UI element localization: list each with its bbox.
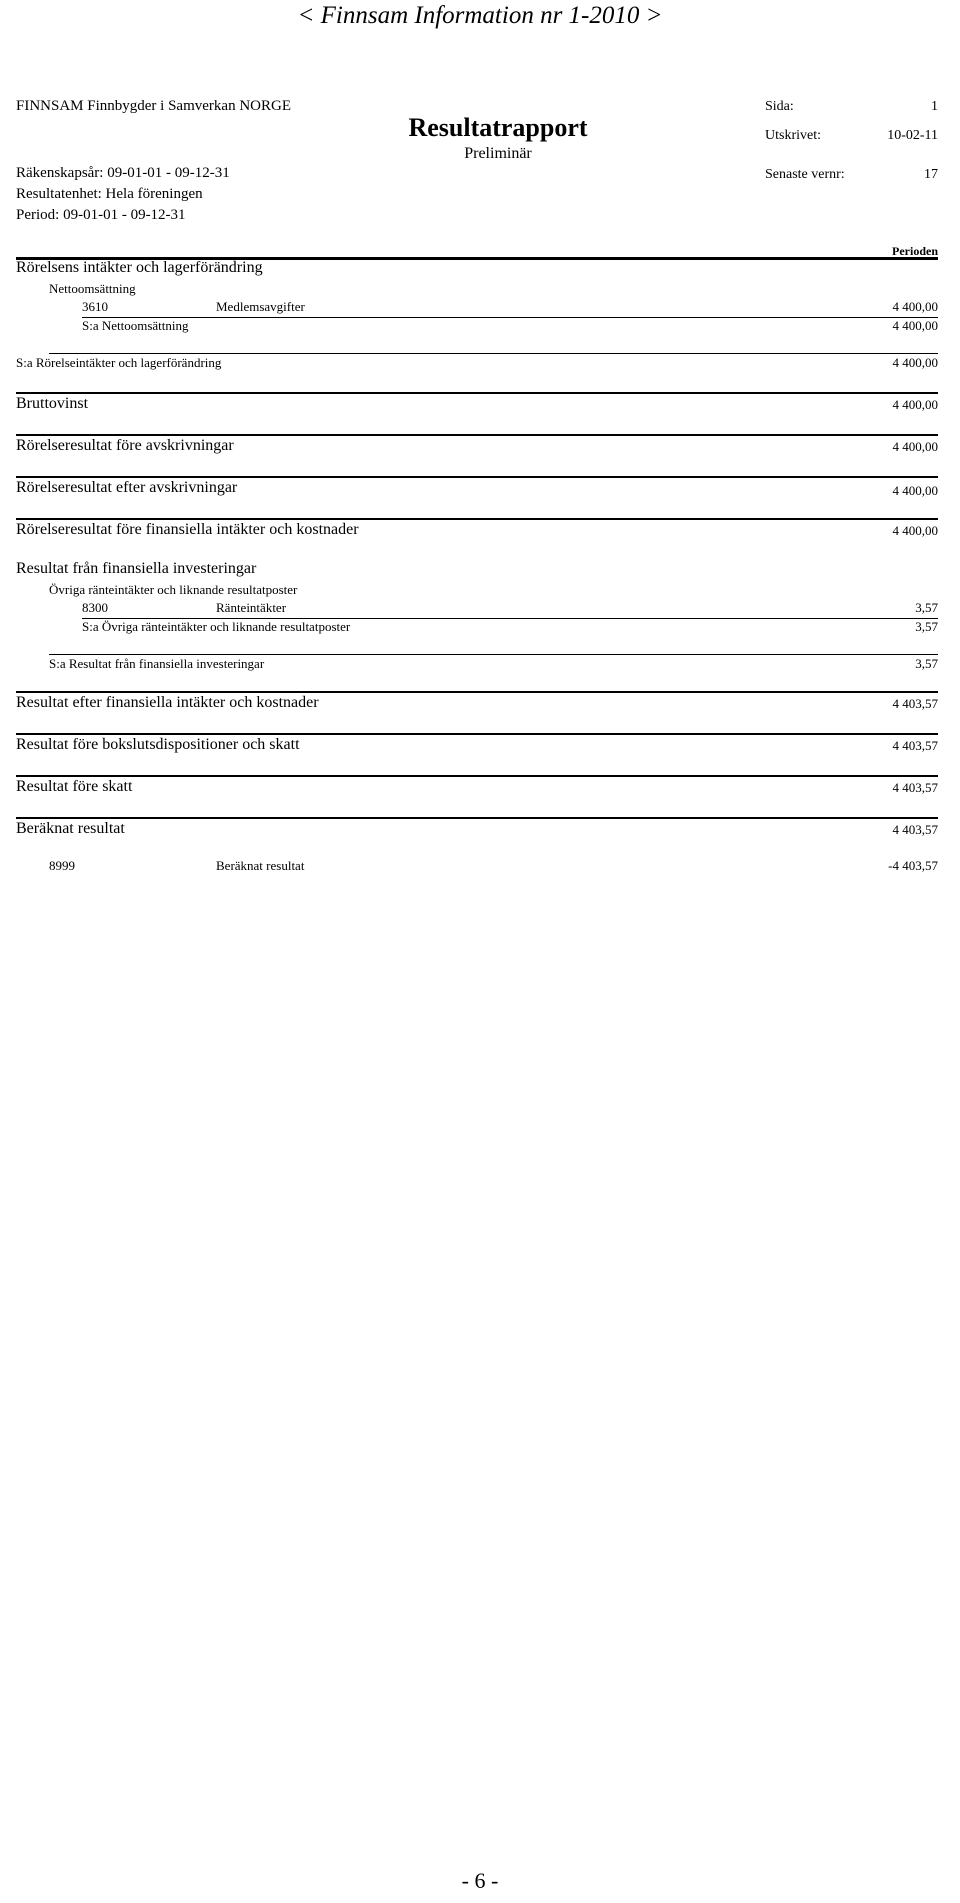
account-number: 8999 bbox=[49, 858, 75, 873]
subtotal-row bbox=[16, 355, 938, 375]
row-label: Bruttovinst bbox=[16, 395, 89, 412]
account-name: Ränteintäkter bbox=[216, 600, 287, 615]
section-rule bbox=[16, 733, 938, 735]
row-label: Rörelsens intäkter och lagerförändring bbox=[16, 259, 263, 276]
row-amount: 4 400,00 bbox=[892, 355, 938, 370]
row-label: S:a Rörelseintäkter och lagerförändring bbox=[16, 355, 222, 370]
organization-name: FINNSAM Finnbygder i Samverkan NORGE bbox=[16, 98, 291, 114]
row-label: Övriga ränteintäkter och liknande resultatposter bbox=[49, 582, 298, 597]
row-amount: 4 400,00 bbox=[892, 439, 938, 454]
row-label: Resultat efter finansiella intäkter och kostnader bbox=[16, 694, 319, 711]
running-header: < Finnsam Information nr 1-2010 > bbox=[297, 2, 663, 29]
row-amount: 3,57 bbox=[915, 656, 938, 671]
subtotal-row bbox=[16, 656, 938, 676]
result-row bbox=[16, 820, 938, 840]
row-label: S:a Övriga ränteintäkter och liknande resultatposter bbox=[82, 619, 351, 634]
page-value: 1 bbox=[931, 99, 938, 114]
printed-value: 10-02-11 bbox=[887, 128, 938, 143]
page-number: - 6 - bbox=[461, 1868, 499, 1893]
result-row bbox=[16, 736, 938, 756]
printed-label: Utskrivet: bbox=[765, 128, 821, 143]
account-row bbox=[16, 600, 938, 620]
row-label: Rörelseresultat före finansiella intäkter och kostnader bbox=[16, 521, 359, 538]
account-number: 3610 bbox=[82, 299, 108, 314]
section-rule bbox=[16, 476, 938, 478]
account-name: Medlemsavgifter bbox=[216, 299, 305, 314]
section-rule bbox=[16, 518, 938, 520]
row-label: Resultat från finansiella investeringar bbox=[16, 560, 257, 577]
result-row bbox=[16, 437, 938, 457]
row-label: S:a Resultat från finansiella investeringar bbox=[49, 656, 265, 671]
row-amount: 4 403,57 bbox=[892, 780, 938, 795]
section-rule bbox=[16, 434, 938, 436]
row-amount: 3,57 bbox=[915, 600, 938, 615]
row-label: Nettoomsättning bbox=[49, 281, 136, 296]
report-subtitle: Preliminär bbox=[464, 145, 532, 162]
report-title: Resultatrapport bbox=[408, 113, 588, 142]
row-amount: 4 400,00 bbox=[892, 299, 938, 314]
row-amount: 4 400,00 bbox=[892, 318, 938, 333]
subtotal-row bbox=[16, 619, 938, 639]
fiscal-year: Räkenskapsår: 09-01-01 - 09-12-31 bbox=[16, 165, 230, 181]
subsection-heading bbox=[16, 582, 938, 602]
account-row bbox=[16, 858, 938, 878]
row-amount: -4 403,57 bbox=[888, 858, 938, 873]
subsection-heading bbox=[16, 281, 938, 301]
section-rule bbox=[16, 392, 938, 394]
result-report bbox=[16, 95, 938, 895]
section-rule bbox=[16, 691, 938, 693]
result-row bbox=[16, 395, 938, 415]
account-row bbox=[16, 299, 938, 319]
last-vernr-label: Senaste vernr: bbox=[765, 167, 845, 182]
account-name: Beräknat resultat bbox=[216, 858, 305, 873]
column-header-period: Perioden bbox=[892, 244, 938, 258]
row-label: Resultat före skatt bbox=[16, 778, 133, 795]
subtotal-rule bbox=[49, 654, 938, 655]
row-label: Rörelseresultat efter avskrivningar bbox=[16, 479, 238, 496]
row-label: Rörelseresultat före avskrivningar bbox=[16, 437, 234, 454]
result-row bbox=[16, 778, 938, 798]
subtotal-row bbox=[16, 318, 938, 338]
row-amount: 3,57 bbox=[915, 619, 938, 634]
row-amount: 4 403,57 bbox=[892, 738, 938, 753]
account-number: 8300 bbox=[82, 600, 108, 615]
row-amount: 4 403,57 bbox=[892, 696, 938, 711]
row-amount: 4 400,00 bbox=[892, 483, 938, 498]
result-row bbox=[16, 521, 938, 541]
section-rule bbox=[16, 775, 938, 777]
section-heading bbox=[16, 560, 938, 580]
section-rule bbox=[16, 817, 938, 819]
row-amount: 4 400,00 bbox=[892, 397, 938, 412]
subtotal-rule bbox=[49, 353, 938, 354]
last-vernr-value: 17 bbox=[924, 167, 938, 182]
page-label: Sida: bbox=[765, 99, 794, 114]
section-heading bbox=[16, 259, 938, 279]
row-label: S:a Nettoomsättning bbox=[82, 318, 189, 333]
period: Period: 09-01-01 - 09-12-31 bbox=[16, 207, 186, 223]
result-row bbox=[16, 694, 938, 714]
row-label: Beräknat resultat bbox=[16, 820, 125, 837]
row-amount: 4 403,57 bbox=[892, 822, 938, 837]
result-row bbox=[16, 479, 938, 499]
row-label: Resultat före bokslutsdispositioner och skatt bbox=[16, 736, 300, 753]
result-unit: Resultatenhet: Hela föreningen bbox=[16, 186, 203, 202]
row-amount: 4 400,00 bbox=[892, 523, 938, 538]
